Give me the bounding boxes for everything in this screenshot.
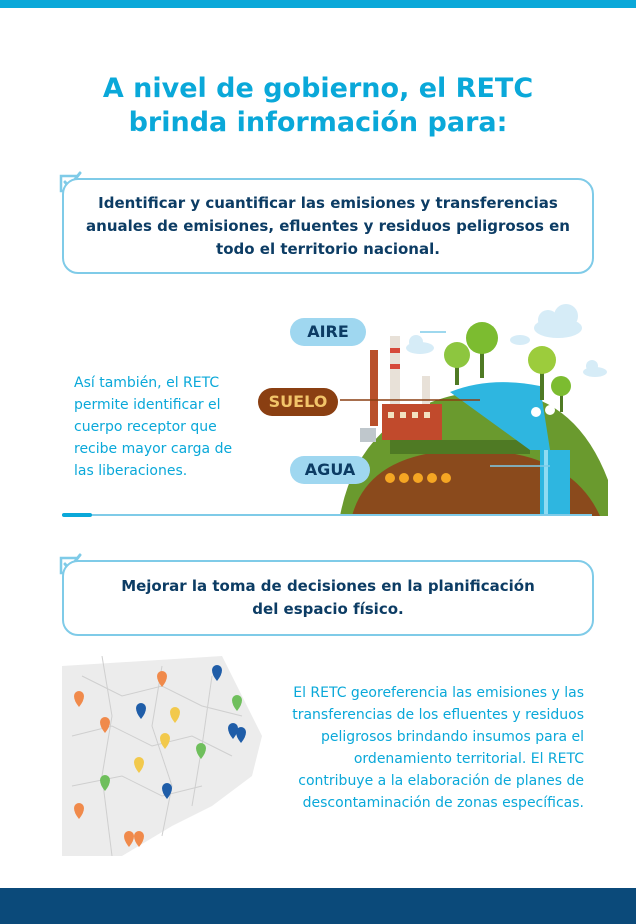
box1-line-1: Identificar y cuantificar las emisiones y transferencias — [98, 194, 558, 212]
s2-line-2: transferencias de los efluentes y residuos — [292, 707, 584, 723]
cloud-icon — [406, 304, 607, 377]
s2-line-4: ordenamiento territorial. El RETC — [353, 751, 584, 767]
title-line-2: brinda información para: — [128, 107, 508, 138]
box1-line-2: anuales de emisiones, efluentes y residuos peligrosos en — [86, 217, 570, 235]
s2-line-5: contribuye a la elaboración de planes de — [298, 773, 584, 789]
box1-line-3: todo el territorio nacional. — [216, 240, 440, 258]
box2-line-2: del espacio físico. — [252, 600, 404, 618]
title-line-1: A nivel de gobierno, el RETC — [102, 73, 534, 104]
s2-line-1: El RETC georeferencia las emisiones y las — [293, 685, 584, 701]
section2-description — [270, 682, 584, 814]
map-illustration — [62, 656, 272, 856]
label-agua: AGUA — [290, 456, 370, 484]
s2-line-3: peligrosos brindando insumos para el — [320, 729, 584, 745]
label-aire: AIRE — [290, 318, 366, 346]
page-title — [0, 72, 636, 140]
top-accent-bar — [0, 0, 636, 8]
label-suelo: SUELO — [258, 388, 338, 416]
s1-line-4: recibe mayor carga de — [74, 441, 233, 457]
box2-line-1: Mejorar la toma de decisiones en la planificación — [121, 577, 535, 595]
s1-line-2: permite identificar el — [74, 397, 221, 413]
s1-line-1: Así también, el RETC — [74, 375, 220, 391]
s2-line-6: descontaminación de zonas específicas. — [302, 795, 584, 811]
section-divider-accent — [62, 513, 92, 517]
section-divider — [62, 514, 592, 516]
footer-bar — [0, 888, 636, 924]
s1-line-3: cuerpo receptor que — [74, 419, 217, 435]
objective-box-1 — [62, 178, 594, 274]
s1-line-5: las liberaciones. — [74, 463, 188, 479]
objective-box-2 — [62, 560, 594, 636]
section1-description — [74, 372, 264, 482]
environment-illustration — [330, 300, 620, 518]
